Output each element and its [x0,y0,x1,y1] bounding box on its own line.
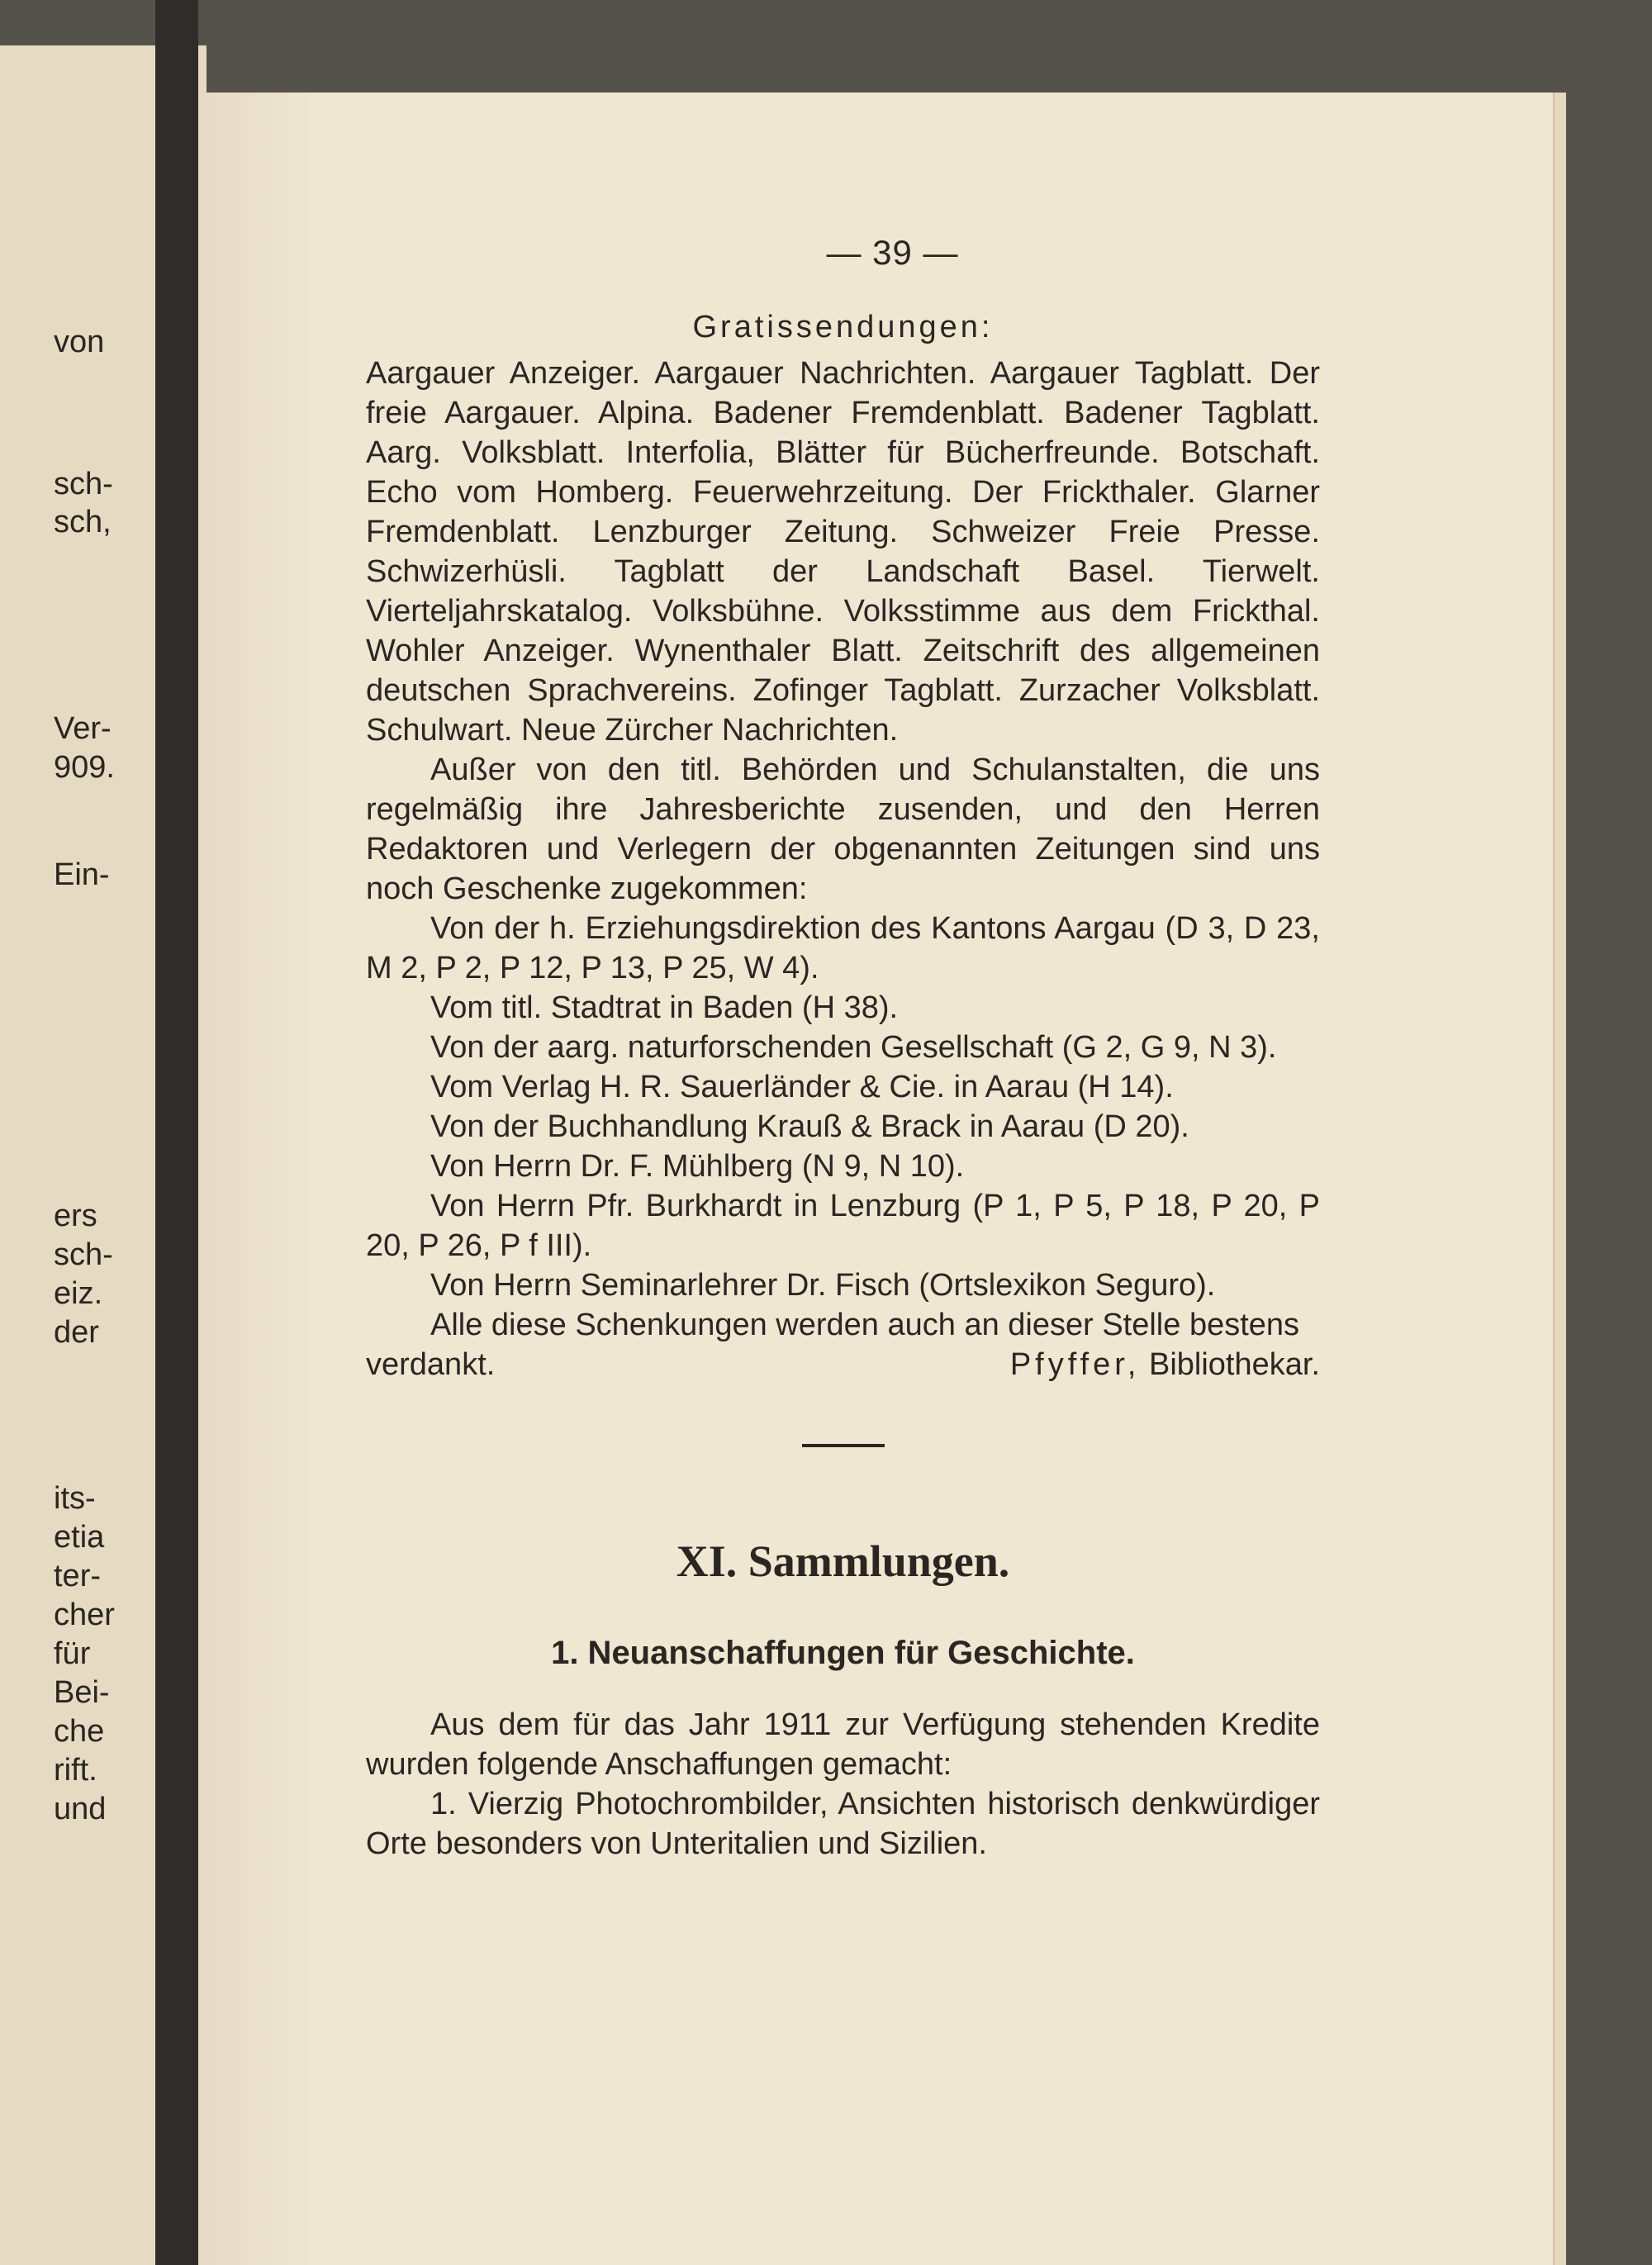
donation-entry: Von der Buchhandlung Krauß & Brack in Aarau (D 20). [430,1109,1189,1144]
thanks-last-word: verdankt. [366,1347,496,1382]
thanks-paragraph: Alle diese Schenkungen werden auch an dieser Stelle bestens [430,1308,1300,1342]
section-divider [802,1444,885,1447]
prev-page-fragment: Ein- [54,857,110,892]
prev-page-fragment: cher [54,1598,115,1632]
prev-page-fragment: Ver- [54,711,112,746]
prev-page-fragment: ers [54,1199,97,1233]
prev-page-fragment: eiz. [54,1276,103,1311]
donation-entry: Von der h. Erziehungsdirektion des Kantons Aargau (D 3, D 23, M 2, P 2, P 12, P 13, P 25, W 4). [366,911,1320,985]
signature-name: Pfyffer, [1009,1347,1141,1382]
donation-entry: Vom titl. Stadtrat in Baden (H 38). [430,990,899,1025]
prev-page-fragment: sch, [54,505,112,539]
subsection-title: 1. Neuanschaffungen für Geschichte. [551,1635,1135,1671]
page-number: — 39 — [826,233,959,272]
prev-page-fragment: für [54,1636,91,1671]
prev-page-fragment: che [54,1714,105,1749]
donation-entry: Vom Verlag H. R. Sauerländer & Cie. in Aarau (H 14). [430,1070,1174,1104]
prev-page-fragment: sch- [54,1237,113,1272]
acquisition-item: 1. Vierzig Photochrombilder, Ansichten historisch denkwürdiger Orte besonders von Unteritalien und Sizilien. [366,1787,1320,1861]
prev-page-fragment: von [54,325,105,359]
donation-entry: Von Herrn Dr. F. Mühlberg (N 9, N 10). [430,1149,965,1184]
prev-page-fragment: its- [54,1481,96,1516]
signature [1010,1345,1320,1384]
page-content [366,231,1320,1864]
book-spine [155,0,198,2265]
signature-role: Bibliothekar. [1148,1347,1320,1382]
prev-page-fragment: sch- [54,467,113,501]
section-title: XI. Sammlungen. [676,1536,1010,1586]
gratis-heading: Gratissendungen: [692,310,994,344]
gratis-paragraph: Aargauer Anzeiger. Aargauer Nachrichten. Aargauer Tagblatt. Der freie Aargauer. Alpina. Badener Fremdenblatt. Badener Tagblatt. Aarg. Volksblatt. Interfolia, Blätter für Bücherfreunde. Botschaft. Echo vom Homberg. Feuerwehrzeitung. Der Frickthaler. Glarner Fremdenblatt. Lenzburger Zeitung. Schweizer Freie Presse. Schwizerhüsli. Tagblatt der Landschaft Basel. Tierwelt. Vierteljahrskatalog. Volksbühne. Volksstimme aus dem Frickthal. Wohler Anzeiger. Wynenthaler Blatt. Zeitschrift des allgemeinen deutschen Sprachvereins. Zofinger Tagblatt. Zurzacher Volksblatt. Schulwart. Neue Zürcher Nachrichten. [366,356,1320,748]
prev-page-fragment: und [54,1792,107,1826]
prev-page-fragment: ter- [54,1559,101,1593]
prev-page-fragment: Bei- [54,1675,110,1710]
acquisition-intro: Aus dem für das Jahr 1911 zur Verfügung stehenden Kredite wurden folgende Anschaffungen gemacht: [366,1707,1320,1782]
page-edge [1553,93,1566,2265]
donation-entry: Von Herrn Seminarlehrer Dr. Fisch (Ortslexikon Seguro). [430,1268,1216,1303]
prev-page-fragment: 909. [54,750,115,785]
prev-page-fragment: rift. [54,1753,97,1788]
prev-page-fragment: etia [54,1520,105,1555]
donation-entry: Von der aarg. naturforschenden Gesellschaft (G 2, G 9, N 3). [430,1030,1277,1065]
donation-entry: Von Herrn Pfr. Burkhardt in Lenzburg (P 1, P 5, P 18, P 20, P 20, P 26, P f III). [366,1189,1320,1263]
prev-page-fragment: der [54,1315,99,1350]
signoff-line [366,1345,1320,1384]
intro-paragraph: Außer von den titl. Behörden und Schulanstalten, die uns regelmäßig ihre Jahresberichte zusenden, und den Herren Redaktoren und Verlegern der obgenannten Zeitungen sind uns noch Geschenke zugekommen: [366,753,1320,906]
